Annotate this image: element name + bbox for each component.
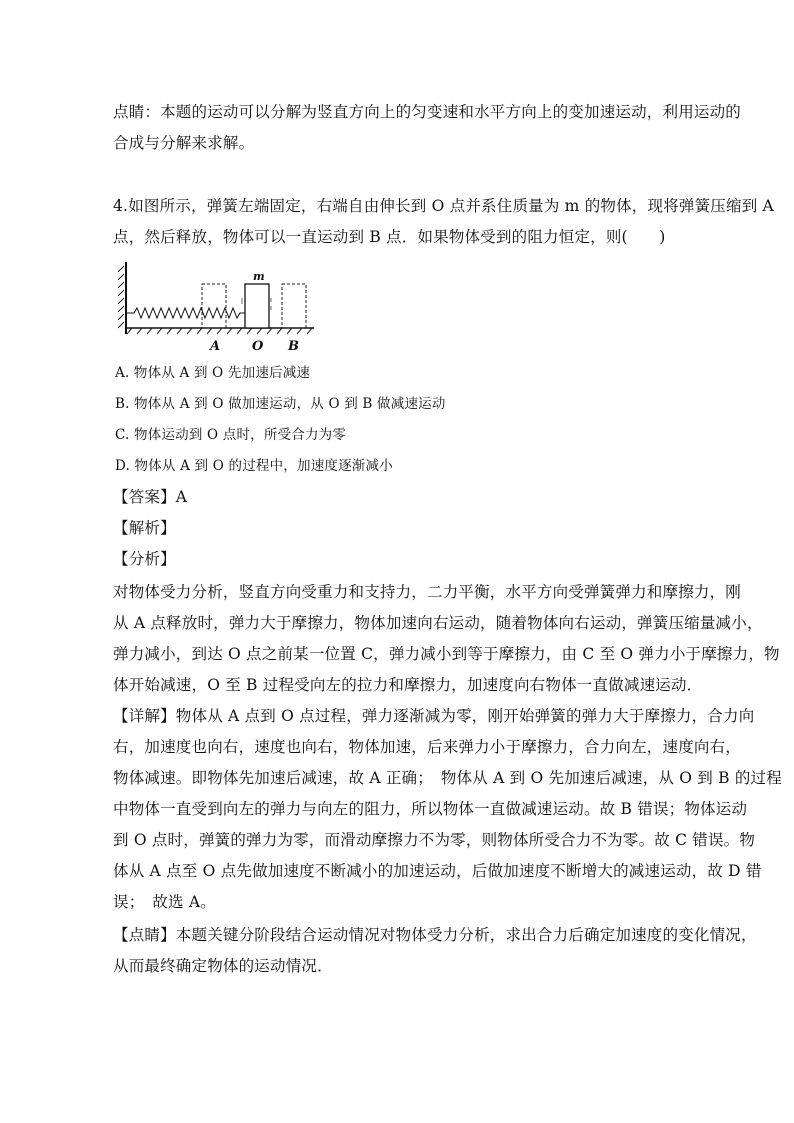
spring-mass-diagram xyxy=(118,258,318,354)
detail-line: 到 O 点时，弹簧的弹力为零，而滑动摩擦力不为零，则物体所受合力不为零。故 C 错误。物 xyxy=(113,831,756,849)
analysis-line: 从 A 点释放时，弹力大于摩擦力，物体加速向右运动，随着物体向右运动，弹簧压缩量减小， xyxy=(113,614,763,632)
analysis-line: 体开始减速，O 至 B 过程受向左的拉力和摩擦力，加速度向右物体一直做减速运动． xyxy=(113,676,703,694)
detail-line: 【详解】物体从 A 点到 O 点过程，弹力逐渐减为零，刚开始弹簧的弹力大于摩擦力，合力向 xyxy=(113,707,755,725)
spring xyxy=(126,308,245,318)
point-label-a: A xyxy=(210,339,221,354)
analysis-line: 弹力减小，到达 O 点之前某一位置 C，弹力减小到等于摩擦力，由 C 至 O 弹力小于摩擦力，物 xyxy=(113,645,780,663)
detail-line: 体从 A 点至 O 点先做加速度不断减小的加速运动，后做加速度不断增大的减速运动，故 D 错 xyxy=(113,862,762,880)
question-stem-line: 4.如图所示，弹簧左端固定，右端自由伸长到 O 点并系住质量为 m 的物体，现将弹簧压缩到 A xyxy=(113,197,774,215)
mass-label: m xyxy=(253,270,265,283)
option-a: A. 物体从 A 到 O 先加速后减速 xyxy=(115,365,311,381)
wall-hatching xyxy=(118,266,124,328)
option-d: D. 物体从 A 到 O 的过程中，加速度逐渐减小 xyxy=(115,458,393,474)
point-label-b: B xyxy=(288,339,299,354)
detail-line: 物体减速。即物体先加速后减速，故 A 正确； 物体从 A 到 O 先加速后减速，从 O 到 B 的过程 xyxy=(113,769,782,787)
detail-line: 中物体一直受到向左的弹力与向左的阻力，所以物体一直做减速运动。故 B 错误；物体运动 xyxy=(113,800,748,818)
option-c: C. 物体运动到 O 点时，所受合力为零 xyxy=(115,427,347,443)
detail-line: 误； 故选 A。 xyxy=(113,893,216,911)
comment-line: 【点睛】本题关键分阶段结合运动情况对物体受力分析，求出合力后确定加速度的变化情况， xyxy=(113,926,757,944)
analysis-subheading: 【分析】 xyxy=(113,550,176,568)
dashed-box-a xyxy=(202,284,226,328)
comment-line: 从而最终确定物体的运动情况． xyxy=(113,957,333,975)
option-b: B. 物体从 A 到 O 做加速运动，从 O 到 B 做减速运动 xyxy=(115,396,446,412)
mass-block xyxy=(245,284,269,328)
dashed-box-b xyxy=(282,284,306,328)
analysis-heading: 【解析】 xyxy=(113,519,176,537)
point-label-o: O xyxy=(252,339,264,354)
analysis-line: 对物体受力分析，竖直方向受重力和支持力，二力平衡，水平方向受弹簧弹力和摩擦力，刚 xyxy=(113,583,742,601)
detail-line: 右，加速度也向右，速度也向右，物体加速，后来弹力小于摩擦力，合力向左，速度向右， xyxy=(113,738,742,756)
question-stem-line: 点，然后释放，物体可以一直运动到 B 点．如果物体受到的阻力恒定，则( ) xyxy=(113,228,666,246)
answer-heading: 【答案】A xyxy=(113,488,188,506)
paragraph-line: 点睛：本题的运动可以分解为竖直方向上的匀变速和水平方向上的变加速运动，利用运动的 xyxy=(113,103,742,121)
paragraph-line: 合成与分解来求解。 xyxy=(113,134,255,152)
floor-hatching xyxy=(127,328,312,334)
